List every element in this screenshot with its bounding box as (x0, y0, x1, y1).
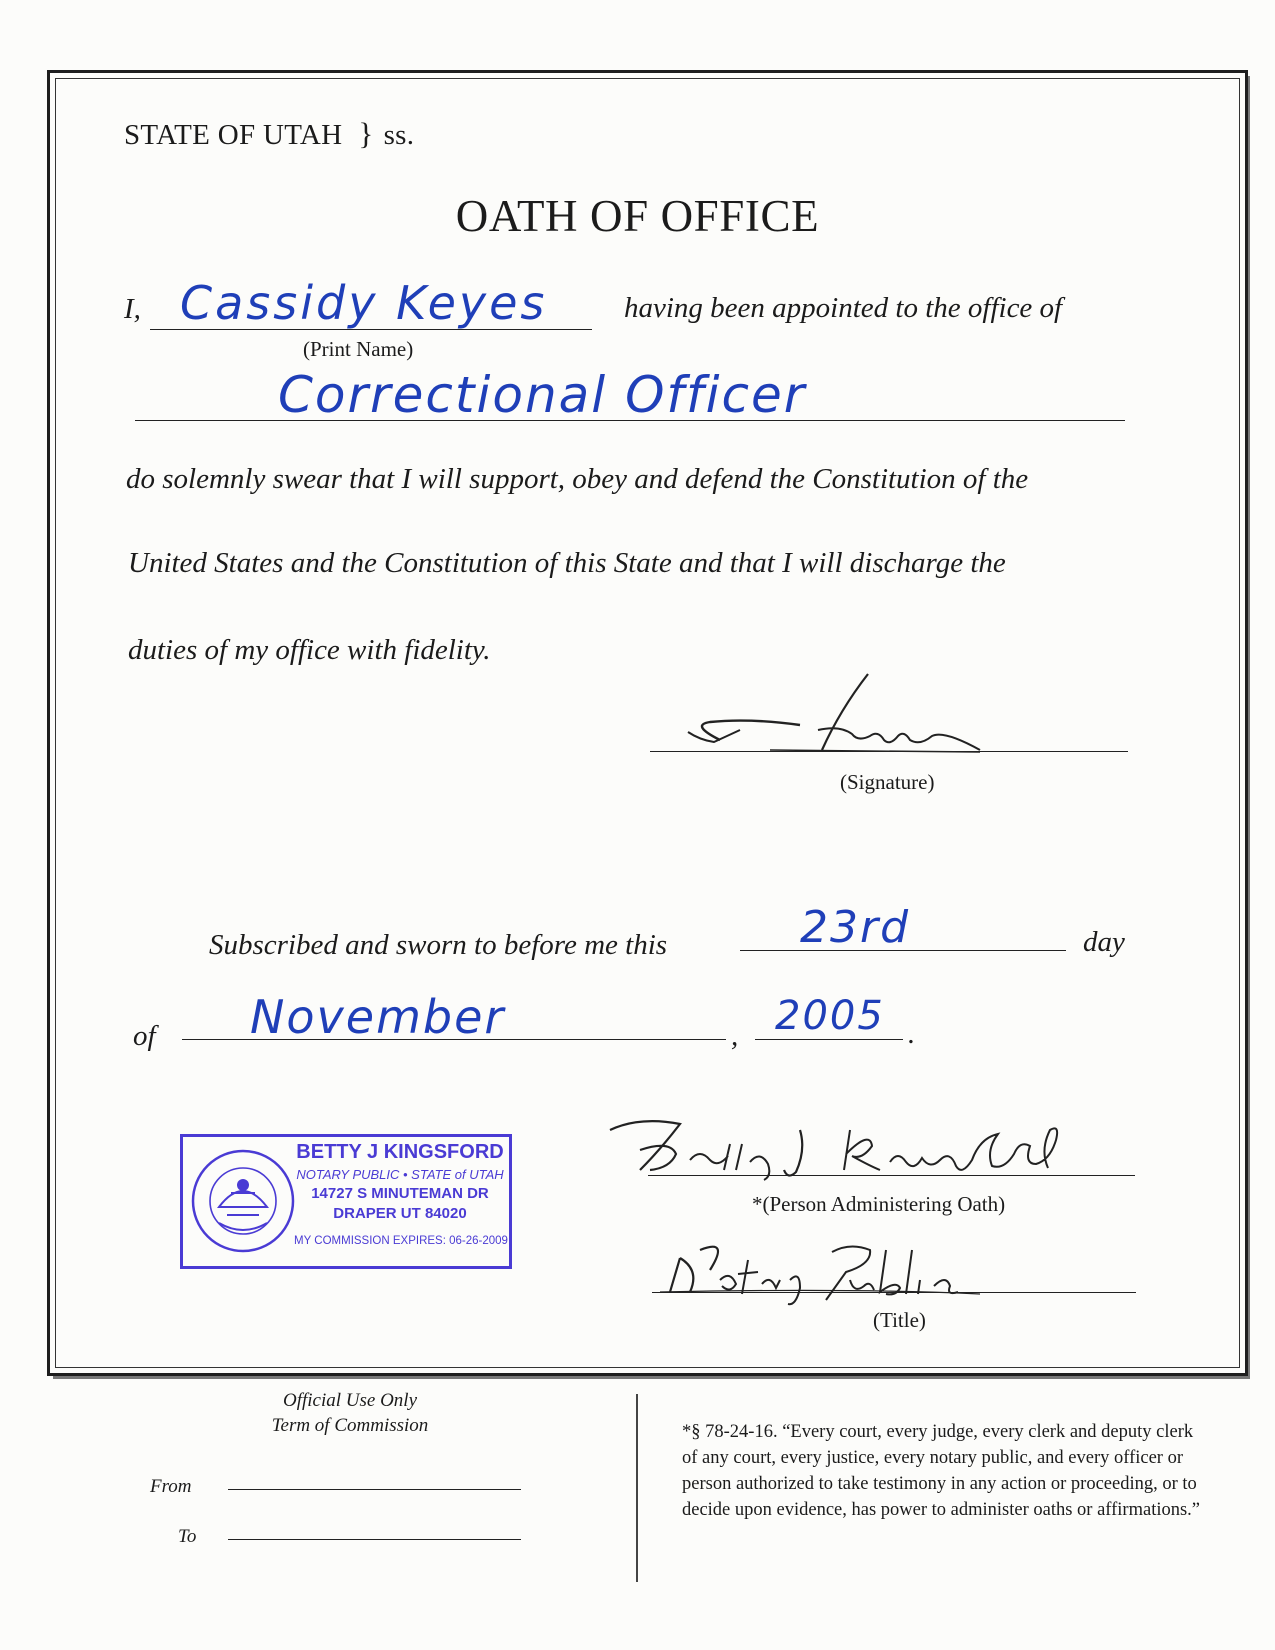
to-label: To (178, 1526, 197, 1547)
ss-label: ss. (383, 119, 415, 151)
administering-line (648, 1175, 1135, 1176)
sworn-text: Subscribed and sworn to before me this (209, 929, 668, 961)
statute-text: *§ 78-24-16. “Every court, every judge, every clerk and deputy clerk of any court, every justice, every notary public, and every officer or person authorized to take testimony in any action or proceeding, or to decide upon evidence, has power to administer oaths or affirmations.” (682, 1422, 1201, 1520)
name-handwritten: Cassidy Keyes (180, 276, 548, 330)
signature-caption: (Signature) (840, 770, 935, 794)
title-line (652, 1292, 1136, 1293)
comma: , (731, 1020, 739, 1052)
stamp-name: BETTY J KINGSFORD (296, 1141, 504, 1163)
year-line (755, 1039, 903, 1040)
from-label: From (150, 1476, 192, 1497)
print-name-caption: (Print Name) (303, 337, 414, 361)
brace: } (358, 116, 374, 151)
state-seal-icon (189, 1145, 297, 1257)
month-handwritten: November (250, 990, 506, 1044)
year-handwritten: 2005 (775, 993, 885, 1039)
document-title: OATH OF OFFICE (455, 191, 820, 241)
state-heading (124, 116, 414, 152)
of-label: of (133, 1020, 156, 1052)
appointed-text: having been appointed to the office of (624, 292, 1063, 324)
term-of-commission-label: Term of Commission (271, 1415, 429, 1436)
signature-image (680, 670, 1040, 765)
to-line (228, 1539, 521, 1540)
border-shadow-bottom (53, 1376, 1250, 1379)
stamp-line-4: DRAPER UT 84020 (333, 1205, 467, 1222)
i-prefix: I, (124, 293, 141, 325)
notary-stamp (180, 1134, 512, 1269)
title-caption: (Title) (873, 1308, 926, 1332)
period: . (908, 1018, 916, 1050)
administering-signature-image (600, 1110, 1120, 1185)
state-label: STATE OF UTAH (124, 119, 343, 151)
stamp-line-2: NOTARY PUBLIC • STATE of UTAH (296, 1167, 504, 1182)
administering-caption: *(Person Administering Oath) (752, 1192, 1006, 1216)
title-handwritten-image (650, 1240, 1110, 1310)
footer-divider (636, 1394, 638, 1582)
day-label: day (1083, 926, 1125, 958)
oath-body-line-1: do solemnly swear that I will support, obey and defend the Constitution of the (126, 463, 1029, 495)
stamp-line-5: MY COMMISSION EXPIRES: 06-26-2009 (294, 1235, 508, 1247)
office-handwritten: Correctional Officer (278, 366, 807, 424)
oath-body-line-3: duties of my office with fidelity. (128, 634, 491, 666)
official-use-label: Official Use Only (282, 1390, 418, 1411)
stamp-line-3: 14727 S MINUTEMAN DR (311, 1185, 489, 1202)
from-line (228, 1489, 521, 1490)
oath-body-line-2: United States and the Constitution of this State and that I will discharge the (128, 547, 1006, 579)
border-shadow-right (1248, 76, 1250, 1378)
day-handwritten: 23rd (800, 902, 911, 953)
